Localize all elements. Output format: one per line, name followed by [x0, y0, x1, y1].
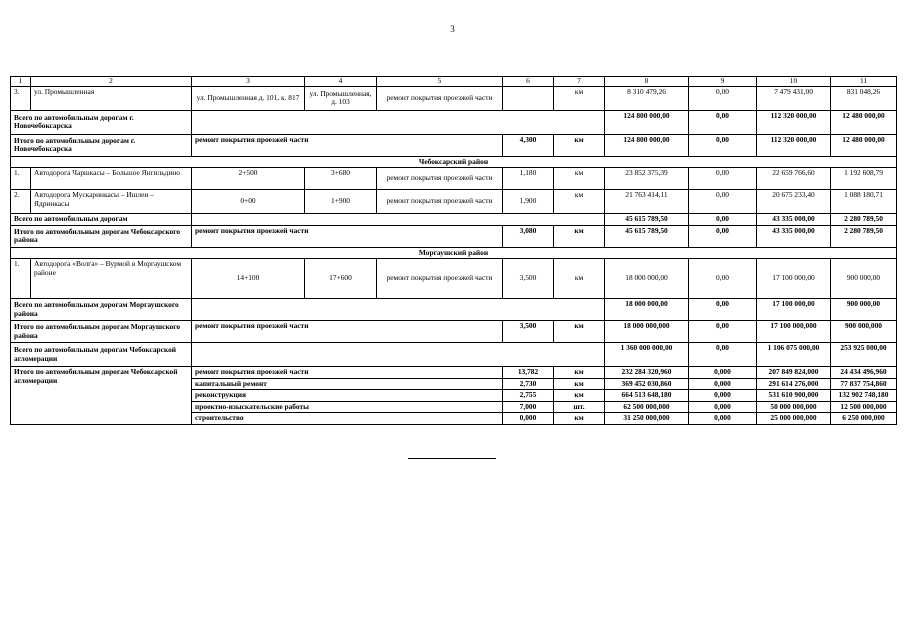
road-name: Автодорога Мускаринкасы – Ишлеи – Ядринкасы — [31, 190, 192, 214]
column-header: 8 — [605, 77, 689, 87]
republic-amount: 112 320 000,00 — [757, 110, 831, 134]
row-number: 1. — [11, 168, 31, 190]
municipal-amount: 12 500 000,000 — [831, 401, 897, 413]
section-row — [11, 156, 897, 168]
total-amount: 232 284 320,960 — [605, 367, 689, 379]
municipal-amount: 12 480 000,00 — [831, 134, 897, 156]
republic-amount: 20 675 233,40 — [757, 190, 831, 214]
row-label: Итого по автомобильным дорогам Чебоксарской агломерации — [11, 367, 192, 425]
column-header: 4 — [305, 77, 377, 87]
length: 1,900 — [503, 190, 554, 214]
road-start: 14+100 — [192, 259, 305, 299]
empty-cell — [192, 299, 605, 321]
work-type: ремонт покрытия проезжей части — [192, 134, 503, 156]
table-row — [11, 225, 897, 247]
column-header: 6 — [503, 77, 554, 87]
total-amount: 1 360 000 000,00 — [605, 343, 689, 367]
table-row — [11, 190, 897, 214]
republic-amount: 50 000 000,000 — [757, 401, 831, 413]
table-row — [11, 299, 897, 321]
empty-cell — [192, 110, 605, 134]
unit: км — [554, 413, 605, 425]
municipal-amount: 900 000,00 — [831, 259, 897, 299]
work-type: реконструкция — [192, 390, 503, 402]
total-amount: 124 800 000,00 — [605, 110, 689, 134]
total-amount: 21 763 414,11 — [605, 190, 689, 214]
municipal-amount: 2 280 789,50 — [831, 225, 897, 247]
federal-amount: 0,00 — [689, 225, 757, 247]
unit: км — [554, 225, 605, 247]
federal-amount: 0,00 — [689, 259, 757, 299]
work-type: ремонт покрытия проезжей части — [377, 86, 503, 110]
length: 1,180 — [503, 168, 554, 190]
unit: км — [554, 378, 605, 390]
column-header: 7 — [554, 77, 605, 87]
total-amount: 18 000 000,00 — [605, 259, 689, 299]
unit: км — [554, 321, 605, 343]
row-label: Итого по автомобильным дорогам Чебоксарского района — [11, 225, 192, 247]
length: 4,300 — [503, 134, 554, 156]
column-header: 5 — [377, 77, 503, 87]
footer-divider — [408, 458, 496, 459]
municipal-amount: 24 434 496,960 — [831, 367, 897, 379]
row-label: Всего по автомобильным дорогам г. Новочебоксарска — [11, 110, 192, 134]
column-header: 11 — [831, 77, 897, 87]
total-amount: 18 000 000,000 — [605, 321, 689, 343]
road-end: ул. Промышленная, д. 103 — [305, 86, 377, 110]
unit: км — [554, 190, 605, 214]
work-type: капитальный ремонт — [192, 378, 503, 390]
work-type: ремонт покрытия проезжей части — [377, 190, 503, 214]
column-header: 3 — [192, 77, 305, 87]
municipal-amount: 132 902 748,180 — [831, 390, 897, 402]
table-row — [11, 134, 897, 156]
length: 2,730 — [503, 378, 554, 390]
column-number-row — [11, 77, 897, 87]
page-number: 3 — [450, 24, 455, 34]
road-end: 1+900 — [305, 190, 377, 214]
total-amount: 31 250 000,000 — [605, 413, 689, 425]
municipal-amount: 253 925 000,00 — [831, 343, 897, 367]
work-type: ремонт покрытия проезжей части — [192, 321, 503, 343]
municipal-amount: 77 837 754,860 — [831, 378, 897, 390]
table-row — [11, 343, 897, 367]
unit: км — [554, 259, 605, 299]
row-number: 3. — [11, 86, 31, 110]
republic-amount: 17 100 000,00 — [757, 299, 831, 321]
table-row — [11, 168, 897, 190]
unit: шт. — [554, 401, 605, 413]
republic-amount: 1 106 075 000,00 — [757, 343, 831, 367]
row-label: Всего по автомобильным дорогам Моргаушского района — [11, 299, 192, 321]
length — [503, 86, 554, 110]
unit: км — [554, 134, 605, 156]
federal-amount: 0,000 — [689, 413, 757, 425]
total-amount: 8 310 479,26 — [605, 86, 689, 110]
road-start: 2+500 — [192, 168, 305, 190]
total-amount: 62 500 000,000 — [605, 401, 689, 413]
republic-amount: 531 610 900,000 — [757, 390, 831, 402]
length: 2,755 — [503, 390, 554, 402]
total-amount: 45 615 789,50 — [605, 225, 689, 247]
republic-amount: 207 849 824,000 — [757, 367, 831, 379]
column-header: 10 — [757, 77, 831, 87]
federal-amount: 0,00 — [689, 168, 757, 190]
municipal-amount: 12 480 000,00 — [831, 110, 897, 134]
total-amount: 18 000 000,00 — [605, 299, 689, 321]
municipal-amount: 1 192 608,79 — [831, 168, 897, 190]
table-row — [11, 110, 897, 134]
federal-amount: 0,000 — [689, 390, 757, 402]
road-program-table — [10, 76, 897, 425]
road-start: 0+00 — [192, 190, 305, 214]
federal-amount: 0,00 — [689, 343, 757, 367]
municipal-amount: 900 000,00 — [831, 299, 897, 321]
total-amount: 664 513 648,180 — [605, 390, 689, 402]
republic-amount: 43 335 000,00 — [757, 225, 831, 247]
federal-amount: 0,000 — [689, 378, 757, 390]
total-amount: 23 852 375,39 — [605, 168, 689, 190]
total-amount: 369 452 030,860 — [605, 378, 689, 390]
work-type: ремонт покрытия проезжей части — [377, 168, 503, 190]
federal-amount: 0,000 — [689, 367, 757, 379]
column-header: 9 — [689, 77, 757, 87]
municipal-amount: 6 250 000,000 — [831, 413, 897, 425]
municipal-amount: 1 088 180,71 — [831, 190, 897, 214]
table-row — [11, 86, 897, 110]
federal-amount: 0,00 — [689, 214, 757, 226]
republic-amount: 17 100 000,00 — [757, 259, 831, 299]
republic-amount: 7 479 431,00 — [757, 86, 831, 110]
work-type: ремонт покрытия проезжей части — [377, 259, 503, 299]
length: 13,782 — [503, 367, 554, 379]
federal-amount: 0,00 — [689, 86, 757, 110]
total-amount: 124 800 000,00 — [605, 134, 689, 156]
length: 3,500 — [503, 321, 554, 343]
row-number: 2. — [11, 190, 31, 214]
row-label: Всего по автомобильным дорогам Чебоксарской агломерации — [11, 343, 192, 367]
federal-amount: 0,000 — [689, 401, 757, 413]
municipal-amount: 900 000,000 — [831, 321, 897, 343]
row-number: 1. — [11, 259, 31, 299]
length: 0,000 — [503, 413, 554, 425]
row-label: Итого по автомобильным дорогам Моргаушского района — [11, 321, 192, 343]
table-row — [11, 367, 897, 379]
length: 7,000 — [503, 401, 554, 413]
column-header: 1 — [11, 77, 31, 87]
federal-amount: 0,00 — [689, 299, 757, 321]
work-type: ремонт покрытия проезжей части — [192, 367, 503, 379]
republic-amount: 25 000 000,000 — [757, 413, 831, 425]
federal-amount: 0,00 — [689, 190, 757, 214]
work-type: ремонт покрытия проезжей части — [192, 225, 503, 247]
road-name: Автодорога Чаршкасы – Большое Янгильдино — [31, 168, 192, 190]
road-start: ул. Промышленная д. 101, к. 817 — [192, 86, 305, 110]
length: 3,500 — [503, 259, 554, 299]
republic-amount: 43 335 000,00 — [757, 214, 831, 226]
row-label: Всего по автомобильным дорогам — [11, 214, 192, 226]
road-name: ул. Промышленная — [31, 86, 192, 110]
road-end: 17+600 — [305, 259, 377, 299]
republic-amount: 112 320 000,00 — [757, 134, 831, 156]
work-type: проектно-изыскательские работы — [192, 401, 503, 413]
section-title: Чебоксарский район — [11, 156, 897, 168]
road-end: 3+680 — [305, 168, 377, 190]
row-label: Итого по автомобильным дорогам г. Новочебоксарска — [11, 134, 192, 156]
federal-amount: 0,00 — [689, 110, 757, 134]
federal-amount: 0,00 — [689, 134, 757, 156]
table-row — [11, 214, 897, 226]
unit: км — [554, 390, 605, 402]
total-amount: 45 615 789,50 — [605, 214, 689, 226]
empty-cell — [192, 343, 605, 367]
municipal-amount: 2 280 789,50 — [831, 214, 897, 226]
unit: км — [554, 86, 605, 110]
empty-cell — [192, 214, 605, 226]
road-name: Автодорога «Волга» – Вурмой в Моргаушском районе — [31, 259, 192, 299]
republic-amount: 291 614 276,000 — [757, 378, 831, 390]
length: 3,080 — [503, 225, 554, 247]
work-type: строительство — [192, 413, 503, 425]
table-row — [11, 259, 897, 299]
unit: км — [554, 367, 605, 379]
section-title: Моргаушский район — [11, 247, 897, 259]
section-row — [11, 247, 897, 259]
table-row — [11, 321, 897, 343]
column-header: 2 — [31, 77, 192, 87]
republic-amount: 17 100 000,000 — [757, 321, 831, 343]
republic-amount: 22 659 766,60 — [757, 168, 831, 190]
municipal-amount: 831 048,26 — [831, 86, 897, 110]
unit: км — [554, 168, 605, 190]
federal-amount: 0,00 — [689, 321, 757, 343]
